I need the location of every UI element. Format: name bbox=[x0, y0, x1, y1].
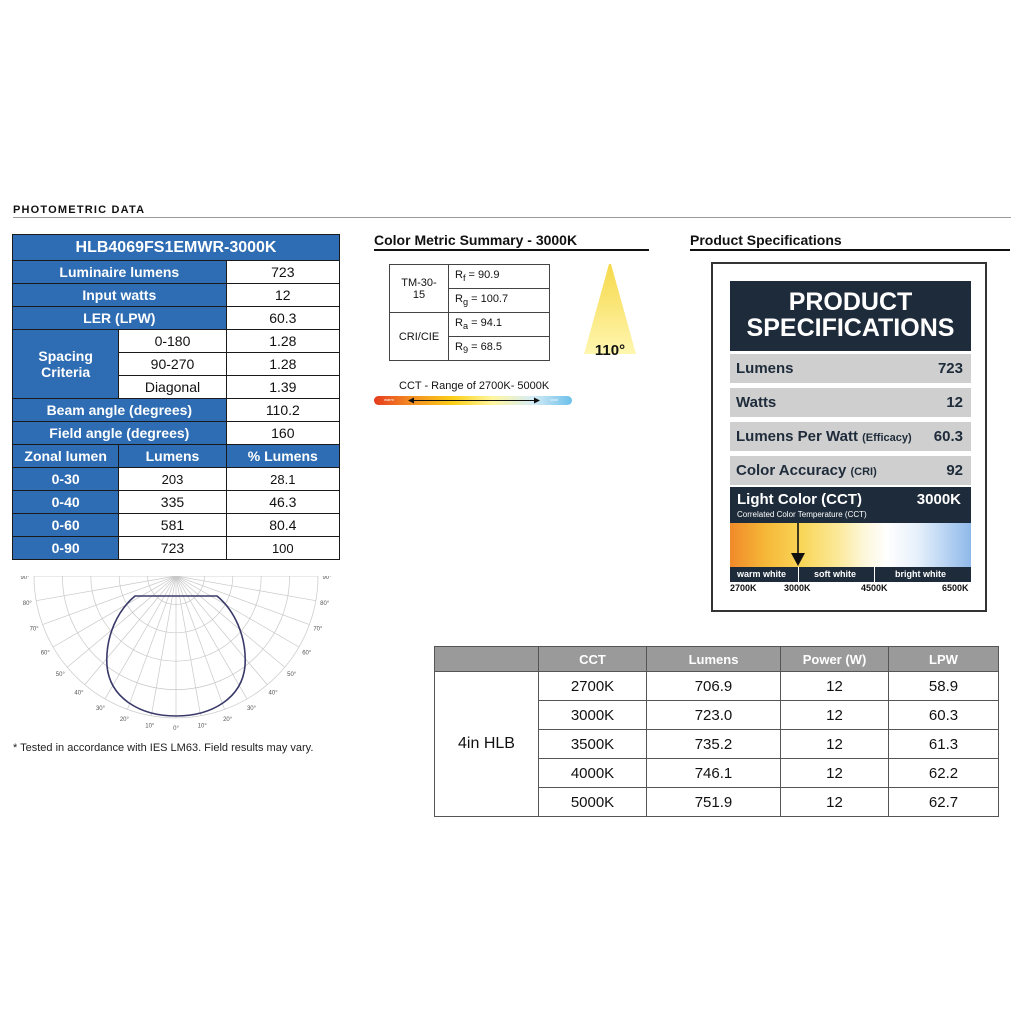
field-angle-label: Field angle (degrees) bbox=[13, 422, 227, 445]
warm-label: warm bbox=[384, 397, 394, 402]
divider bbox=[13, 217, 1011, 218]
zonal-zone: 0-60 bbox=[13, 514, 119, 537]
band-soft-white: soft white bbox=[814, 569, 856, 579]
zonal-pct: 100 bbox=[226, 537, 339, 560]
zonal-header: Zonal lumen bbox=[13, 445, 119, 468]
color-metric-title: Color Metric Summary - 3000K bbox=[374, 232, 578, 248]
polar-angle-label: 80° bbox=[320, 601, 330, 608]
band-warm-white: warm white bbox=[737, 569, 787, 579]
polar-angle-label: 20° bbox=[119, 716, 129, 723]
lpw-cell: 61.3 bbox=[889, 730, 999, 759]
spec-row-efficacy: Lumens Per Watt (Efficacy) 60.3 bbox=[730, 422, 971, 451]
polar-angle-label: 50° bbox=[55, 672, 65, 679]
product-name: 4in HLB bbox=[435, 672, 539, 817]
zonal-pct: 28.1 bbox=[226, 468, 339, 491]
power-cell: 12 bbox=[781, 672, 889, 701]
polar-angle-label: 40° bbox=[268, 690, 278, 697]
cct-cell: 3000K bbox=[539, 701, 647, 730]
zonal-zone: 0-30 bbox=[13, 468, 119, 491]
r9-value: $R_9 = 68.5$ bbox=[449, 337, 550, 361]
rg-value: $R_g = 100.7$ bbox=[449, 289, 550, 313]
ra-value: $R_a = 94.1$ bbox=[449, 313, 550, 337]
header-cell: Power (W) bbox=[781, 647, 889, 672]
polar-angle-label: 20° bbox=[223, 716, 233, 723]
zonal-lumens: 581 bbox=[119, 514, 226, 537]
header-cell bbox=[435, 647, 539, 672]
product-specs-heading: PRODUCT SPECIFICATIONS bbox=[730, 281, 971, 351]
spec-row-cri: Color Accuracy (CRI) 92 bbox=[730, 456, 971, 485]
polar-angle-label: 90° bbox=[322, 576, 332, 581]
lpw-cell: 62.2 bbox=[889, 759, 999, 788]
cct-color-gradient bbox=[730, 523, 971, 567]
power-cell: 12 bbox=[781, 759, 889, 788]
spacing-value: 1.39 bbox=[226, 376, 339, 399]
lumens-cell: 723.0 bbox=[647, 701, 781, 730]
beam-angle-label: Beam angle (degrees) bbox=[13, 399, 227, 422]
section-title: PHOTOMETRIC DATA bbox=[13, 204, 146, 216]
spacing-label-line1: Spacing bbox=[38, 348, 93, 364]
spacing-range: 0-180 bbox=[119, 330, 226, 353]
spacing-value: 1.28 bbox=[226, 330, 339, 353]
polar-angle-label: 10° bbox=[197, 723, 207, 730]
zonal-zone: 0-90 bbox=[13, 537, 119, 560]
cct-tick: 4500K bbox=[861, 583, 888, 593]
polar-angle-label: 0° bbox=[173, 726, 179, 732]
header-cell: LPW bbox=[889, 647, 999, 672]
cct-cell: 4000K bbox=[539, 759, 647, 788]
divider bbox=[374, 249, 649, 251]
polar-angle-label: 60° bbox=[40, 650, 50, 657]
spacing-range: 90-270 bbox=[119, 353, 226, 376]
lpw-cell: 58.9 bbox=[889, 672, 999, 701]
zonal-pct: 46.3 bbox=[226, 491, 339, 514]
lpw-cell: 62.7 bbox=[889, 788, 999, 817]
double-arrow-icon bbox=[408, 396, 540, 405]
power-cell: 12 bbox=[781, 788, 889, 817]
header-cell: Lumens bbox=[647, 647, 781, 672]
zonal-lumens: 203 bbox=[119, 468, 226, 491]
lpw-cell: 60.3 bbox=[889, 701, 999, 730]
beam-cone-icon bbox=[582, 262, 638, 360]
photometric-table bbox=[12, 234, 340, 560]
zonal-header: Lumens bbox=[119, 445, 226, 468]
zonal-lumens: 723 bbox=[119, 537, 226, 560]
power-cell: 12 bbox=[781, 730, 889, 759]
spec-row-watts: Watts 12 bbox=[730, 388, 971, 417]
lumens-cell: 735.2 bbox=[647, 730, 781, 759]
rf-value: $R_f = 90.9$ bbox=[449, 265, 550, 289]
footnote: * Tested in accordance with IES LM63. Field results may vary. bbox=[13, 742, 314, 754]
power-cell: 12 bbox=[781, 701, 889, 730]
spacing-label-line2: Criteria bbox=[41, 364, 91, 380]
lumens-cell: 751.9 bbox=[647, 788, 781, 817]
polar-angle-label: 60° bbox=[302, 650, 312, 657]
polar-candela-plot bbox=[10, 576, 340, 732]
lumens-cell: 706.9 bbox=[647, 672, 781, 701]
product-specs-title: Product Specifications bbox=[690, 232, 842, 248]
cct-cell: 5000K bbox=[539, 788, 647, 817]
header-cell: CCT bbox=[539, 647, 647, 672]
cct-range-label: CCT - Range of 2700K- 5000K bbox=[399, 380, 550, 392]
polar-angle-label: 70° bbox=[313, 626, 323, 633]
zonal-pct: 80.4 bbox=[226, 514, 339, 537]
polar-angle-label: 40° bbox=[74, 690, 84, 697]
band-bright-white: bright white bbox=[895, 569, 946, 579]
color-metric-table bbox=[389, 264, 550, 361]
cct-tick: 2700K bbox=[730, 583, 757, 593]
spec-row-lumens: Lumens 723 bbox=[730, 354, 971, 383]
cct-tick: 3000K bbox=[784, 583, 811, 593]
cct-cell: 2700K bbox=[539, 672, 647, 701]
cct-tick: 6500K bbox=[942, 583, 969, 593]
zonal-zone: 0-40 bbox=[13, 491, 119, 514]
cct-bands bbox=[730, 567, 971, 582]
row-label: Input watts bbox=[13, 284, 227, 307]
polar-angle-label: 10° bbox=[145, 723, 155, 730]
cool-label: cool bbox=[550, 397, 558, 402]
row-value: 60.3 bbox=[226, 307, 339, 330]
row-label: Luminaire lumens bbox=[13, 261, 227, 284]
row-value: 723 bbox=[226, 261, 339, 284]
model-title: HLB4069FS1EMWR-3000K bbox=[13, 235, 340, 261]
spacing-range: Diagonal bbox=[119, 376, 226, 399]
zonal-header: % Lumens bbox=[226, 445, 339, 468]
divider bbox=[690, 249, 1010, 251]
cri-label: CRI/CIE bbox=[390, 313, 449, 361]
beam-angle-text: 110° bbox=[594, 342, 626, 359]
polar-grid bbox=[34, 576, 318, 718]
tm30-label: TM-30-15 bbox=[390, 265, 449, 313]
spec-row-cct: Light Color (CCT) Correlated Color Temperature (CCT) 3000K bbox=[730, 487, 971, 523]
polar-angle-label: 30° bbox=[246, 705, 257, 712]
cct-marker-arrow-icon bbox=[730, 523, 971, 567]
polar-angle-label: 70° bbox=[29, 626, 39, 633]
field-angle-value: 160 bbox=[226, 422, 339, 445]
polar-angle-label: 50° bbox=[287, 672, 297, 679]
polar-angle-label: 30° bbox=[95, 705, 106, 712]
polar-angle-label: 90° bbox=[20, 576, 30, 581]
cct-cell: 3500K bbox=[539, 730, 647, 759]
cct-comparison-table bbox=[434, 646, 999, 817]
beam-angle-value: 110.2 bbox=[226, 399, 339, 422]
polar-angle-label: 80° bbox=[22, 601, 32, 608]
row-label: LER (LPW) bbox=[13, 307, 227, 330]
row-value: 12 bbox=[226, 284, 339, 307]
zonal-lumens: 335 bbox=[119, 491, 226, 514]
lumens-cell: 746.1 bbox=[647, 759, 781, 788]
spacing-criteria-label bbox=[13, 330, 119, 399]
spacing-value: 1.28 bbox=[226, 353, 339, 376]
